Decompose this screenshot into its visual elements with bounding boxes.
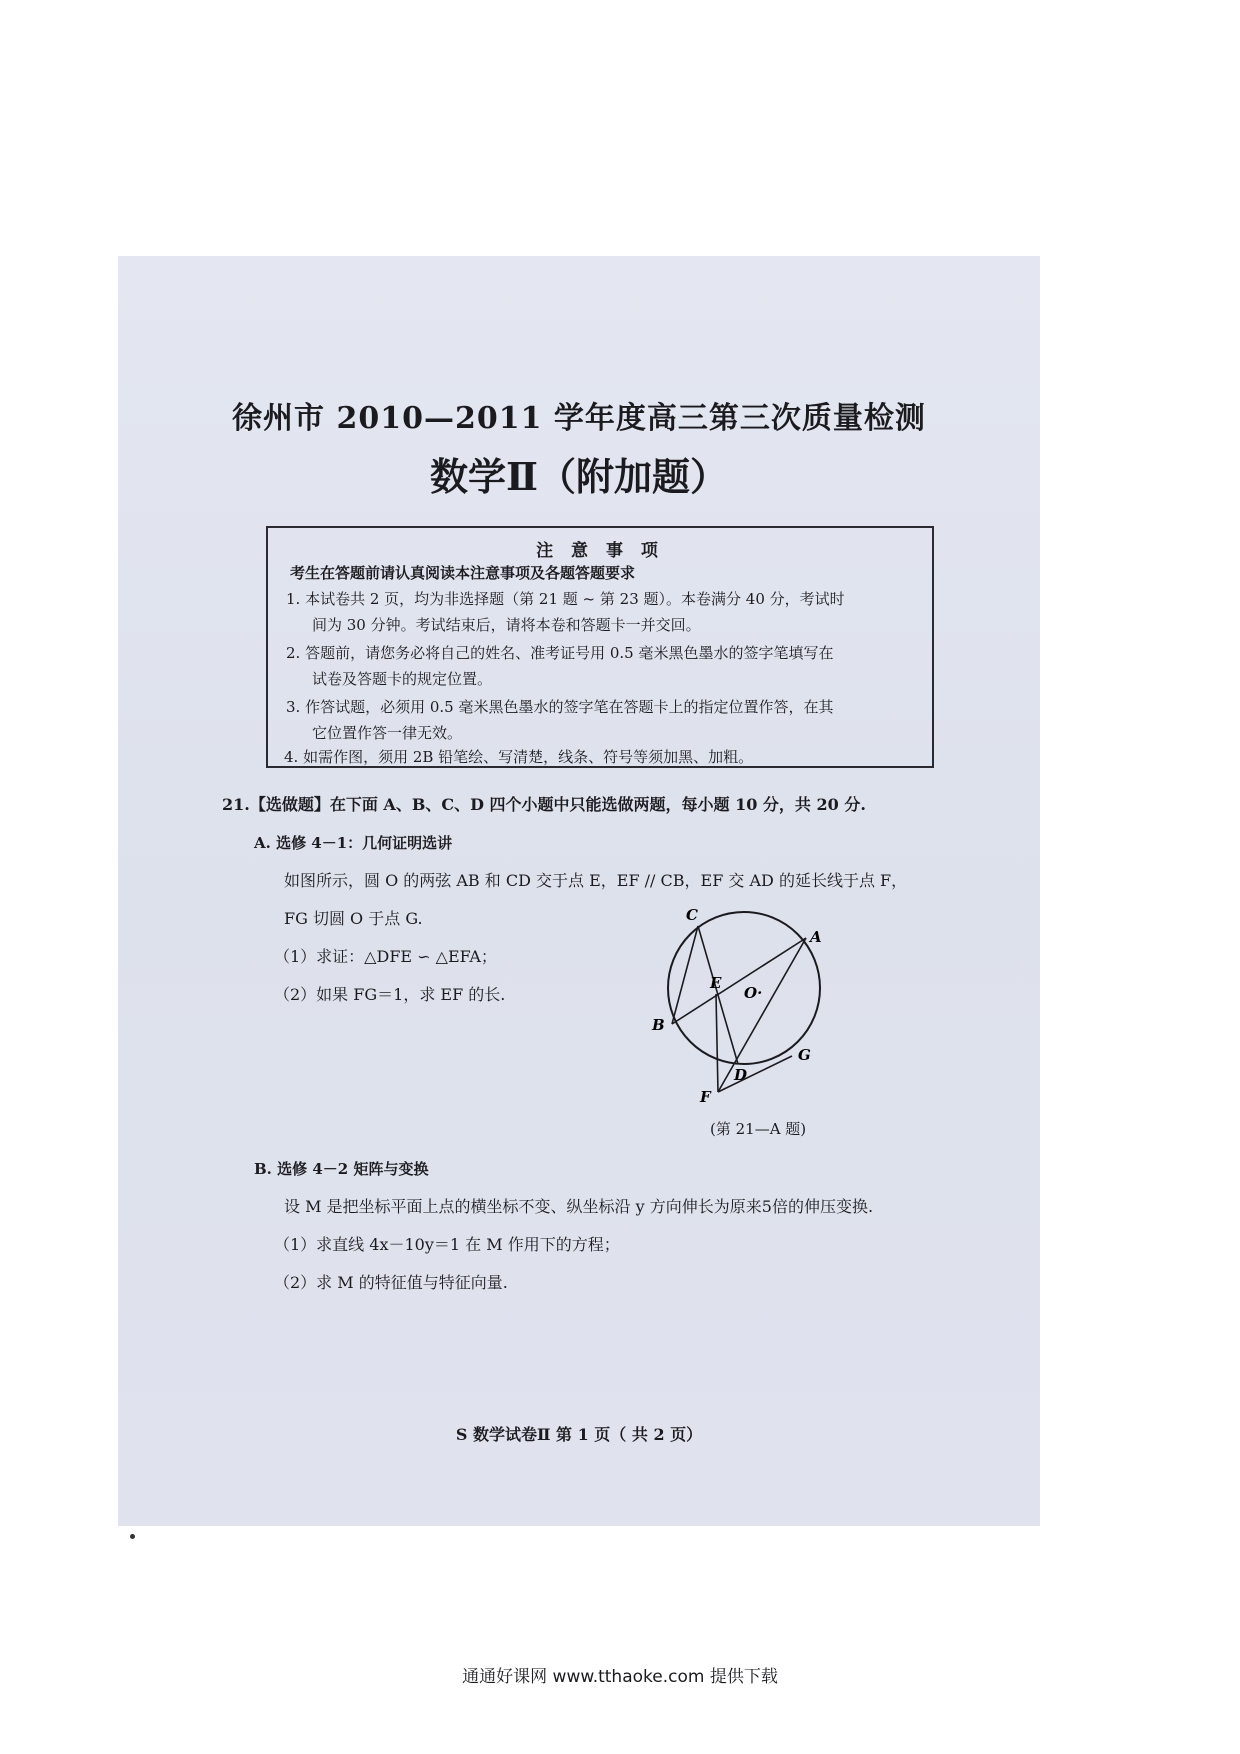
notice-subtitle: 考生在答题前请认真阅读本注意事项及各题答题要求: [290, 564, 636, 582]
notice-item: 1. 本试卷共 2 页，均为非选择题（第 21 题 ~ 第 23 题）。本卷满分 40 分，考试时: [286, 590, 845, 608]
exam-subtitle: 数学Ⅱ（附加题）: [429, 454, 729, 499]
notice-item: 2. 答题前，请您务必将自己的姓名、准考证号用 0.5 毫米黑色墨水的签字笔填写在: [286, 644, 834, 662]
label-c: C: [686, 906, 698, 924]
figure-caption: (第 21—A 题): [710, 1120, 807, 1138]
section-a-line1: 如图所示，圆 O 的两弦 AB 和 CD 交于点 E，EF // CB，EF 交 AD 的延长线于点 F，: [284, 871, 908, 890]
label-b: B: [652, 1016, 665, 1034]
chord-cd: [698, 926, 738, 1064]
section-b-label: B. 选修 4－2 矩阵与变换: [254, 1160, 429, 1178]
notice-item: 3. 作答试题，必须用 0.5 毫米黑色墨水的签字笔在答题卡上的指定位置作答，在其: [286, 698, 834, 716]
page-footer: S 数学试卷Ⅱ 第 1 页（ 共 2 页）: [455, 1425, 703, 1444]
notice-item: 试卷及答题卡的规定位置。: [312, 670, 493, 688]
download-credit: 通通好课网 www.tthaoke.com 提供下载: [462, 1667, 778, 1687]
question-21-heading: 21.【选做题】在下面 A、B、C、D 四个小题中只能选做两题，每小题 10 分，共 20 分.: [222, 795, 866, 814]
label-d: D: [734, 1066, 748, 1084]
label-f: F: [700, 1088, 711, 1106]
scanned-exam-page: [118, 256, 1040, 1526]
line-ef: [716, 994, 718, 1092]
section-b-part1: （1）求直线 4x－10y＝1 在 M 作用下的方程；: [274, 1235, 620, 1254]
notice-item: 4. 如需作图，须用 2B 铅笔绘、写清楚，线条、符号等须加黑、加粗。: [284, 748, 754, 766]
notice-title: 注 意 事 项: [536, 541, 664, 561]
section-b-line1: 设 M 是把坐标平面上点的横坐标不变、纵坐标沿 y 方向伸长为原来5倍的伸压变换.: [284, 1197, 874, 1216]
notice-item: 它位置作答一律无效。: [312, 724, 463, 742]
exam-title: 徐州市 2010—2011 学年度高三第三次质量检测: [232, 401, 926, 436]
label-e: E: [710, 974, 722, 992]
section-b-part2: （2）求 M 的特征值与特征向量.: [274, 1273, 508, 1292]
notice-box: [266, 526, 934, 768]
geometry-figure: [646, 896, 836, 1116]
section-a-part2: （2）如果 FG＝1，求 EF 的长.: [274, 985, 506, 1004]
label-a: A: [810, 928, 822, 946]
label-g: G: [798, 1046, 811, 1064]
section-a-line2: FG 切圆 O 于点 G.: [284, 909, 423, 928]
scan-speck: [130, 1534, 135, 1539]
label-o: O·: [744, 984, 763, 1002]
section-a-part1: （1）求证：△DFE ∽ △EFA；: [274, 947, 497, 966]
line-af: [718, 938, 806, 1092]
notice-item: 间为 30 分钟。考试结束后，请将本卷和答题卡一并交回。: [312, 616, 701, 634]
section-a-label: A. 选修 4－1：几何证明选讲: [254, 834, 453, 852]
